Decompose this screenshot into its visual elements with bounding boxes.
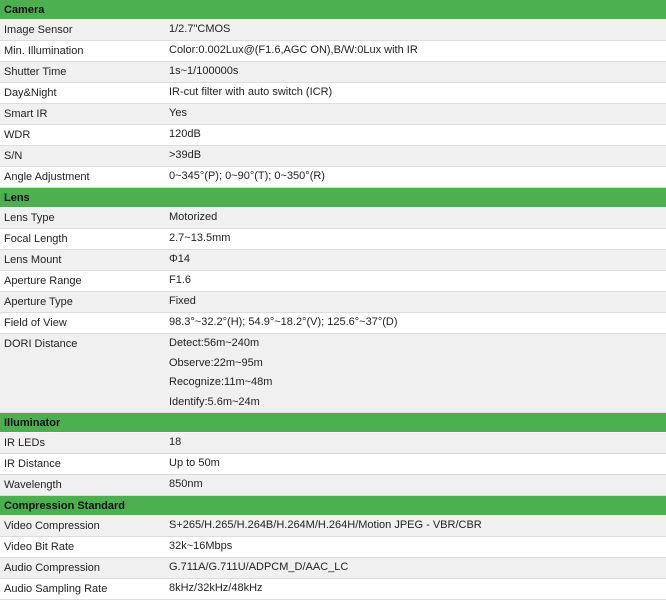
- spec-row: [0, 537, 666, 558]
- spec-value: [169, 104, 666, 124]
- spec-value-line: Φ14: [169, 253, 191, 265]
- spec-label: IR Distance: [4, 458, 61, 470]
- spec-row: [0, 558, 666, 579]
- spec-value: [169, 146, 666, 166]
- spec-value: [169, 83, 666, 103]
- spec-label: S/N: [4, 150, 23, 162]
- spec-label: Smart IR: [4, 108, 48, 120]
- spec-row: [0, 292, 666, 313]
- section-header: Lens: [0, 188, 666, 208]
- spec-row: [0, 313, 666, 334]
- spec-label: Wavelength: [4, 479, 62, 491]
- spec-value-line: G.711A/G.711U/ADPCM_D/AAC_LC: [169, 561, 349, 573]
- spec-label: Min. Illumination: [4, 45, 84, 57]
- spec-row: [0, 41, 666, 62]
- spec-value: [169, 433, 666, 453]
- spec-label: WDR: [4, 129, 31, 141]
- spec-value: [169, 516, 666, 536]
- spec-label: Lens Type: [4, 212, 55, 224]
- spec-row: [0, 475, 666, 496]
- spec-value-line: 1s~1/100000s: [169, 65, 239, 77]
- spec-label: Video Compression: [4, 520, 100, 532]
- spec-value: [169, 271, 666, 291]
- spec-row: [0, 83, 666, 104]
- spec-row: [0, 579, 666, 600]
- spec-value: [169, 208, 666, 228]
- spec-value: [169, 41, 666, 61]
- spec-value-line: IR-cut filter with auto switch (ICR): [169, 86, 333, 98]
- spec-label: Field of View: [4, 317, 67, 329]
- spec-row: [0, 20, 666, 41]
- spec-label: Aperture Type: [4, 296, 73, 308]
- spec-value-line: Detect:56m~240m: [169, 337, 260, 349]
- spec-value: [169, 62, 666, 82]
- spec-label: Day&Night: [4, 87, 57, 99]
- section-header: Camera: [0, 0, 666, 20]
- spec-value-line: 1/2.7"CMOS: [169, 23, 231, 35]
- spec-row: [0, 250, 666, 271]
- spec-label: Video Bit Rate: [4, 541, 75, 553]
- spec-value: [169, 229, 666, 249]
- spec-value: [169, 250, 666, 270]
- spec-row: [0, 167, 666, 188]
- spec-label: Aperture Range: [4, 275, 82, 287]
- spec-value-line: Motorized: [169, 211, 218, 223]
- spec-label: Audio Sampling Rate: [4, 583, 108, 595]
- spec-label: Audio Compression: [4, 562, 100, 574]
- spec-label: Focal Length: [4, 233, 68, 245]
- spec-row: [0, 271, 666, 292]
- spec-value-line: S+265/H.265/H.264B/H.264M/H.264H/Motion JPEG - VBR/CBR: [169, 519, 482, 531]
- spec-label: DORI Distance: [4, 338, 78, 350]
- spec-value-line: 850nm: [169, 478, 203, 490]
- spec-label: Image Sensor: [4, 24, 73, 36]
- spec-row: [0, 125, 666, 146]
- spec-value-line: Observe:22m~95m: [169, 356, 263, 369]
- spec-value-line: 32k~16Mbps: [169, 540, 233, 552]
- spec-label: Shutter Time: [4, 66, 67, 78]
- spec-row: [0, 516, 666, 537]
- spec-label: Lens Mount: [4, 254, 62, 266]
- spec-value: [169, 579, 666, 599]
- spec-value: [169, 313, 666, 333]
- spec-value: [169, 292, 666, 312]
- spec-value: [169, 454, 666, 474]
- spec-label: IR LEDs: [4, 437, 45, 449]
- spec-value-line: Identify:5.6m~24m: [169, 395, 260, 408]
- spec-value: [169, 20, 666, 40]
- section-header: Illuminator: [0, 413, 666, 433]
- spec-value-line: 18: [169, 436, 182, 448]
- spec-value: [169, 167, 666, 187]
- spec-row: [0, 334, 666, 413]
- spec-value-line: Fixed: [169, 295, 196, 307]
- spec-value: [169, 475, 666, 495]
- spec-value-line: 120dB: [169, 128, 201, 140]
- spec-value-line: 8kHz/32kHz/48kHz: [169, 582, 263, 594]
- spec-row: [0, 104, 666, 125]
- spec-row: [0, 208, 666, 229]
- spec-value: [169, 537, 666, 557]
- spec-value-line: Up to 50m: [169, 457, 220, 469]
- spec-value-line: Recognize:11m~48m: [169, 376, 273, 388]
- spec-value-line: Color:0.002Lux@(F1.6,AGC ON),B/W:0Lux with IR: [169, 44, 418, 56]
- spec-value-line: F1.6: [169, 274, 192, 286]
- spec-row: [0, 146, 666, 167]
- spec-row: [0, 433, 666, 454]
- spec-row: [0, 62, 666, 83]
- spec-value: [169, 125, 666, 145]
- spec-value-line: 0~345°(P); 0~90°(T); 0~350°(R): [169, 170, 325, 182]
- spec-value: [169, 558, 666, 578]
- spec-value-line: Yes: [169, 107, 187, 119]
- spec-row: [0, 454, 666, 475]
- spec-value-line: >39dB: [169, 149, 202, 161]
- spec-row: [0, 229, 666, 250]
- spec-label: Angle Adjustment: [4, 171, 90, 183]
- spec-value-line: 98.3°~32.2°(H); 54.9°~18.2°(V); 125.6°~37°(D): [169, 316, 398, 328]
- spec-value: [169, 334, 666, 412]
- section-header: Compression Standard: [0, 496, 666, 516]
- spec-value-line: 2.7~13.5mm: [169, 232, 231, 244]
